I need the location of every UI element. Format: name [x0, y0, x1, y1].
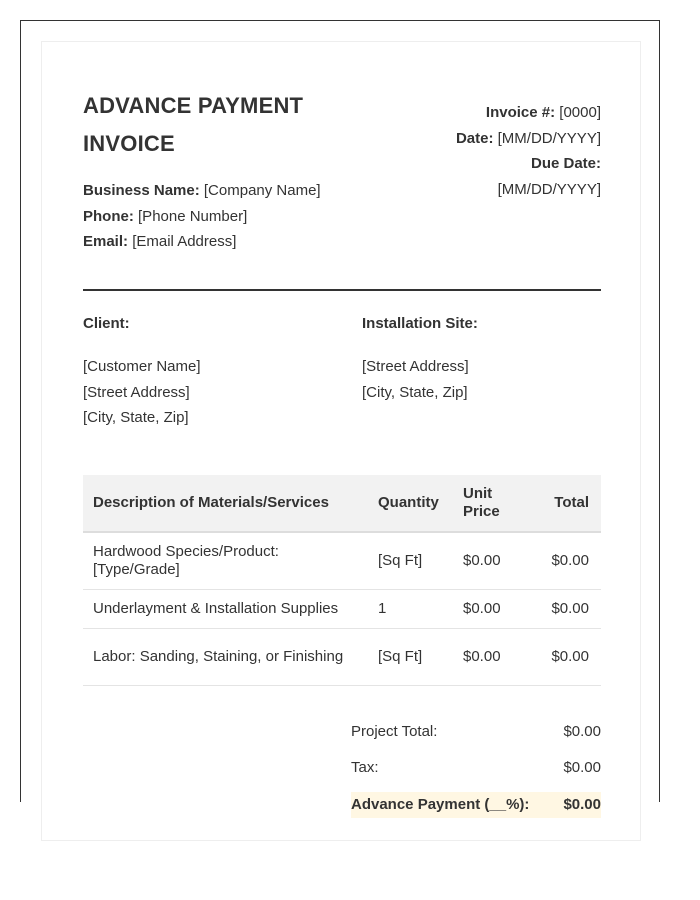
cell-quantity: [Sq Ft]: [368, 629, 453, 686]
due-date-label: [381, 151, 601, 177]
line-items-table: [83, 475, 601, 686]
section-divider: [83, 289, 601, 291]
invoice-meta: [381, 100, 601, 202]
project-total-row: [351, 720, 601, 756]
invoice-number-value: [0000]: [559, 104, 601, 121]
business-name-value: [Company Name]: [203, 182, 321, 199]
tax-label: Tax:: [351, 759, 379, 776]
tax-row: [351, 756, 601, 792]
business-email-label: Email:: [83, 233, 129, 250]
project-total-label: Project Total:: [351, 723, 438, 740]
cell-description: Underlayment & Installation Supplies: [83, 590, 368, 629]
business-phone-value: [Phone Number]: [138, 207, 248, 225]
invoice-date-value: [MM/DD/YYYY]: [497, 129, 601, 147]
table-row: [83, 532, 601, 590]
table-header-row: [83, 475, 601, 532]
invoice-date-label: Date:: [455, 129, 494, 147]
client-line: [Customer Name]: [83, 358, 201, 375]
business-name-label: Business Name:: [83, 182, 200, 199]
column-header-unit-price: Unit Price: [453, 475, 531, 532]
advance-payment-value: $0.00: [563, 796, 601, 813]
client-line: [Street Address]: [83, 383, 190, 401]
cell-quantity: 1: [368, 590, 453, 629]
page-frame: [20, 20, 660, 813]
table-row: [83, 629, 601, 686]
due-date-value: [MM/DD/YYYY]: [497, 180, 601, 198]
site-line: [City, State, Zip]: [362, 383, 468, 401]
invoice-title: ADVANCE PAYMENT INVOICE: [83, 93, 304, 156]
cell-total: $0.00: [531, 629, 601, 686]
advance-payment-row: [351, 792, 601, 818]
invoice-paper: [41, 41, 641, 841]
client-line: [City, State, Zip]: [83, 409, 189, 426]
client-address-block: [83, 314, 201, 431]
column-header-total: Total: [531, 475, 601, 532]
due-date-label-text: Due Date:: [530, 155, 601, 172]
business-info: [83, 178, 321, 255]
cell-total: $0.00: [531, 590, 601, 629]
cell-quantity: [Sq Ft]: [368, 532, 453, 590]
project-total-value: $0.00: [563, 723, 601, 740]
business-name: [83, 178, 321, 204]
totals-block: [351, 720, 601, 818]
invoice-number: [381, 100, 601, 126]
invoice-number-label: Invoice #:: [485, 104, 556, 121]
site-label: Installation Site:: [362, 315, 478, 332]
cell-total: $0.00: [531, 532, 601, 590]
business-phone-label: Phone:: [83, 207, 134, 225]
client-label: Client:: [83, 315, 130, 332]
cell-unit-price: $0.00: [453, 629, 531, 686]
advance-payment-label: Advance Payment (__%):: [351, 796, 530, 813]
table-row: [83, 590, 601, 629]
site-line: [Street Address]: [362, 358, 469, 375]
column-header-description: Description of Materials/Services: [83, 475, 368, 532]
tax-value: $0.00: [563, 759, 601, 776]
business-email: [83, 229, 321, 255]
cell-description: Labor: Sanding, Staining, or Finishing: [83, 629, 368, 686]
cell-unit-price: $0.00: [453, 532, 531, 590]
cell-unit-price: $0.00: [453, 590, 531, 629]
invoice-date: [381, 126, 601, 152]
cell-description: Hardwood Species/Product: [Type/Grade]: [83, 532, 368, 590]
installation-site-block: [362, 314, 478, 405]
business-phone: [83, 204, 321, 230]
business-email-value: [Email Address]: [132, 233, 237, 250]
column-header-quantity: Quantity: [368, 475, 453, 532]
